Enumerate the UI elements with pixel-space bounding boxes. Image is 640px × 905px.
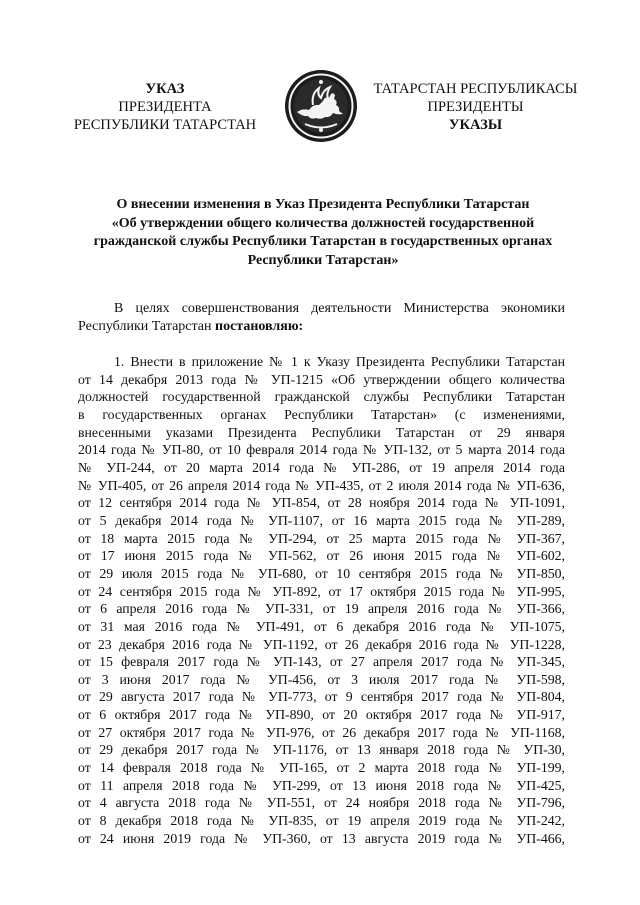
header-right-line1: ТАТАРСТАН РЕСПУБЛИКАСЫ xyxy=(373,81,578,97)
title-line: гражданской службы Республики Татарстан в государственных органах xyxy=(93,234,553,249)
paragraph-1 xyxy=(78,353,565,847)
paragraph-line: от 3 июня 2017 года № УП-456, от 3 июля 2017 года № УП-598, xyxy=(78,671,565,687)
paragraph-line: от 23 декабря 2016 года № УП-1192, от 26 декабря 2016 года № УП-1228, xyxy=(78,636,565,652)
header-left-title: УКАЗ xyxy=(145,81,185,97)
preamble-text: Республики Татарстан xyxy=(78,319,212,334)
title-line: «Об утверждении общего количества должностей государственной xyxy=(111,215,535,231)
header-left xyxy=(60,80,270,134)
header-right xyxy=(368,80,583,134)
paragraph-line: от 6 октября 2017 года № УП-890, от 20 октября 2017 года № УП-917, xyxy=(78,707,565,723)
paragraph-line: 1. Внести в приложение № 1 к Указу Президента Республики Татарстан xyxy=(114,354,565,369)
header-left-line2: ПРЕЗИДЕНТА xyxy=(118,99,212,115)
paragraph-line: от 18 марта 2015 года № УП-294, от 25 марта 2015 года № УП-367, xyxy=(78,530,565,546)
tatarstan-coat-of-arms-icon xyxy=(283,68,359,144)
paragraph-line: от 29 июля 2015 года № УП-680, от 10 сентября 2015 года № УП-850, xyxy=(78,565,565,581)
paragraph-line: от 11 апреля 2018 года № УП-299, от 13 июня 2018 года № УП-425, xyxy=(78,777,565,793)
paragraph-line: от 5 декабря 2014 года № УП-1107, от 16 марта 2015 года № УП-289, xyxy=(78,512,565,528)
paragraph-line: от 12 сентября 2014 года № УП-854, от 28 ноября 2014 года № УП-1091, xyxy=(78,495,565,511)
paragraph-line: от 29 декабря 2017 года № УП-1176, от 13 января 2018 года № УП-30, xyxy=(78,742,565,758)
paragraph-line: в государственных органах Республики Татарстан» (с изменениями, xyxy=(78,406,565,422)
paragraph-line: от 4 августа 2018 года № УП-551, от 24 ноября 2018 года № УП-796, xyxy=(78,795,565,811)
header-left-line3: РЕСПУБЛИКИ ТАТАРСТАН xyxy=(73,117,257,133)
paragraph-line: от 15 февраля 2017 года № УП-143, от 27 апреля 2017 года № УП-345, xyxy=(78,654,565,670)
preamble-line: В целях совершенствования деятельности Министерства экономики xyxy=(114,301,565,316)
paragraph-line: № УП-244, от 20 марта 2014 года № УП-286, от 19 апреля 2014 года xyxy=(78,459,565,475)
paragraph-line: от 8 декабря 2018 года № УП-835, от 19 апреля 2019 года № УП-242, xyxy=(78,813,565,829)
paragraph-line: от 29 августа 2017 года № УП-773, от 9 сентября 2017 года № УП-804, xyxy=(78,689,565,705)
title-line: Республики Татарстан» xyxy=(247,252,399,268)
paragraph-line: от 24 сентября 2015 года № УП-892, от 17 октября 2015 года № УП-995, xyxy=(78,583,565,599)
paragraph-line: от 14 февраля 2018 года № УП-165, от 2 марта 2018 года № УП-199, xyxy=(78,760,565,776)
header-right-line2: ПРЕЗИДЕНТЫ xyxy=(427,99,524,115)
preamble xyxy=(78,300,565,336)
paragraph-line: внесенными указами Президента Республики Татарстан от 29 января xyxy=(78,424,565,440)
paragraph-line: должностей государственной гражданской службы Республики Татарстан xyxy=(78,389,565,405)
paragraph-line: № УП-405, от 26 апреля 2014 года № УП-435, от 2 июля 2014 года № УП-636, xyxy=(78,477,565,493)
paragraph-line: от 17 июня 2015 года № УП-562, от 26 июня 2015 года № УП-602, xyxy=(78,548,565,564)
title-line: О внесении изменения в Указ Президента Республики Татарстан xyxy=(116,197,530,212)
header-right-title: УКАЗЫ xyxy=(448,117,503,133)
decree-title xyxy=(78,196,568,270)
paragraph-line: от 31 мая 2016 года № УП-491, от 6 декабря 2016 года № УП-1075, xyxy=(78,618,565,634)
paragraph-line: от 14 декабря 2013 года № УП-1215 «Об утверждении общего количества xyxy=(78,371,565,387)
preamble-line xyxy=(78,318,565,336)
paragraph-line: от 6 апреля 2016 года № УП-331, от 19 апреля 2016 года № УП-366, xyxy=(78,601,565,617)
paragraph-line: от 24 июня 2019 года № УП-360, от 13 августа 2019 года № УП-466, xyxy=(78,830,565,846)
paragraph-line: 2014 года № УП-80, от 10 февраля 2014 года № УП-132, от 5 марта 2014 года xyxy=(78,442,565,458)
paragraph-line: от 27 октября 2017 года № УП-976, от 26 декабря 2017 года № УП-1168, xyxy=(78,724,565,740)
preamble-keyword: постановляю: xyxy=(215,319,304,334)
